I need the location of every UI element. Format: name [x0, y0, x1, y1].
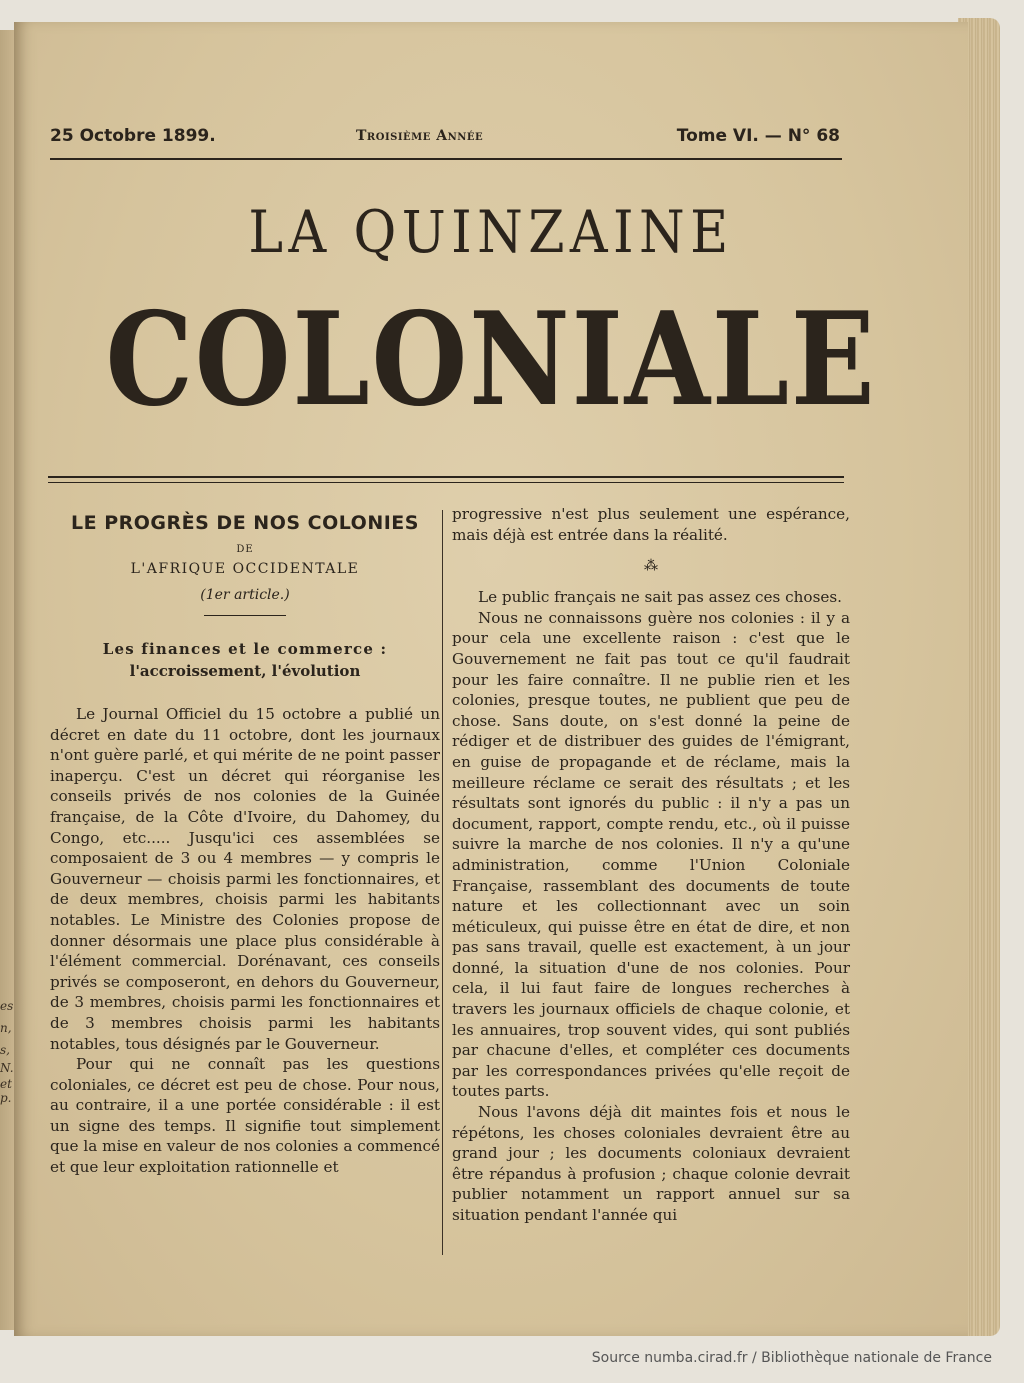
masthead-info: [50, 126, 840, 156]
paragraph: Le public français ne sait pas assez ces choses.: [478, 588, 842, 607]
left-column-text: [50, 704, 440, 1178]
article-rule: [204, 615, 286, 616]
title-rule-thin: [48, 482, 844, 483]
paragraph: Nous ne connaissons guère nos colonies : il y a pour cela une excellente raison : c'est que le Gouvernement ne fait pas tout ce qu'il faudrait pour les faire connaître. Il ne publie rien et les colonies, presque toutes, ne publient que peu de chose. Sans doute, on s'est donné la peine de rédiger et de distribuer des guides de l'émigrant, en guise de propagande et de réclame, mais la meilleure réclame ce serait des résultats ; et les résultats sont ignorés du public : il n'y a pas un document, rapport, compte rendu, etc., où il puisse suivre la marche de nos colonies. Il n'y a qu'une administration, comme l'Union Coloniale Française, rassemblant des documents de toute nature et les collectionnant avec un soin méticuleux, qui puisse être en état de dire, et non pas sans travail, quelle est exactement, à un jour donné, la situation d'une de nos colonies. Pour cela, il lui faut faire de longues recherches à travers les journaux officiels de chaque colonie, et les annuaires, trop souvent vides, qui sont publiés par chacune d'elles, et compléter ces documents par les correspondances privées qu'elle reçoit de toutes parts.: [452, 608, 850, 1101]
paragraph-continuation: progressive n'est plus seulement une espérance, mais déjà est entrée dans la réalité.: [452, 505, 850, 544]
title-rule: [48, 476, 844, 478]
facing-page-fragment: p.: [0, 1091, 12, 1105]
issue-number: Tome VI. — N° 68: [676, 126, 840, 146]
source-credit: Source numba.cirad.fr / Bibliothèque nationale de France: [591, 1350, 992, 1366]
article-region: L'AFRIQUE OCCIDENTALE: [130, 561, 360, 577]
facing-page-fragment: s,: [0, 1043, 10, 1057]
article-subtitle-1: Les finances et le commerce :: [102, 640, 388, 658]
facing-page-fragment: et: [0, 1077, 12, 1091]
paragraph: Pour qui ne connaît pas les questions coloniales, ce décret est peu de chose. Pour nous, au contraire, il a une portée considérable : il est un signe des temps. Il signifie tout simplement que la mise en valeur de nos colonies a commencé et que leur exploitation rationnelle et: [50, 1055, 440, 1177]
facing-page-fragment: es: [0, 999, 14, 1013]
masthead-rule: [50, 158, 842, 160]
paragraph: Nous l'avons déjà dit maintes fois et nous le répétons, les choses coloniales devraient être au grand jour ; les documents coloniaux devraient être répandus à profusion ; chaque colonie devrait publier notamment un rapport annuel sur sa situation pendant l'année qui: [452, 1103, 850, 1224]
journal-title-line2: COLONIALE: [105, 285, 877, 435]
facing-page-fragment: n,: [0, 1021, 12, 1035]
right-column: [452, 504, 850, 1226]
right-column-text: [452, 504, 850, 1226]
section-asterism: ⁂: [644, 558, 658, 575]
paragraph: Le Journal Officiel du 15 octobre a publié un décret en date du 11 octobre, dont les journaux n'ont guère parlé, et qui mérite de ne point passer inaperçu. C'est un décret qui réorganise les conseils privés de nos colonies de la Guinée française, de la Côte d'Ivoire, du Dahomey, du Congo, etc..... Jusqu'ici ces assemblées se composaient de 3 ou 4 membres — y compris le Gouverneur — choisis parmi les fonctionnaires, et de deux membres, choisis parmi les habitants notables. Le Ministre des Colonies propose de donner désormais une place plus considérable à l'élément commercial. Dorénavant, ces conseils privés se composeront, en dehors du Gouverneur, de 3 membres, choisis parmi les fonctionnaires et de 3 membres choisis parmi les habitants notables, tous désignés par le Gouverneur.: [50, 705, 440, 1053]
newspaper-page: [14, 22, 968, 1336]
article-subtitle-2: l'accroissement, l'évolution: [129, 662, 361, 680]
left-column: [50, 512, 440, 1178]
article-number: (1er article.): [200, 587, 290, 603]
issue-year: Troisième Année: [356, 128, 484, 144]
column-divider: [442, 510, 443, 1255]
article-title-de: DE: [236, 544, 254, 555]
journal-title-line1: LA QUINZAINE: [248, 198, 734, 266]
article-title: LE PROGRÈS DE NOS COLONIES: [71, 512, 419, 534]
issue-date: 25 Octobre 1899.: [50, 126, 216, 146]
facing-page-fragment: N.: [0, 1061, 14, 1075]
